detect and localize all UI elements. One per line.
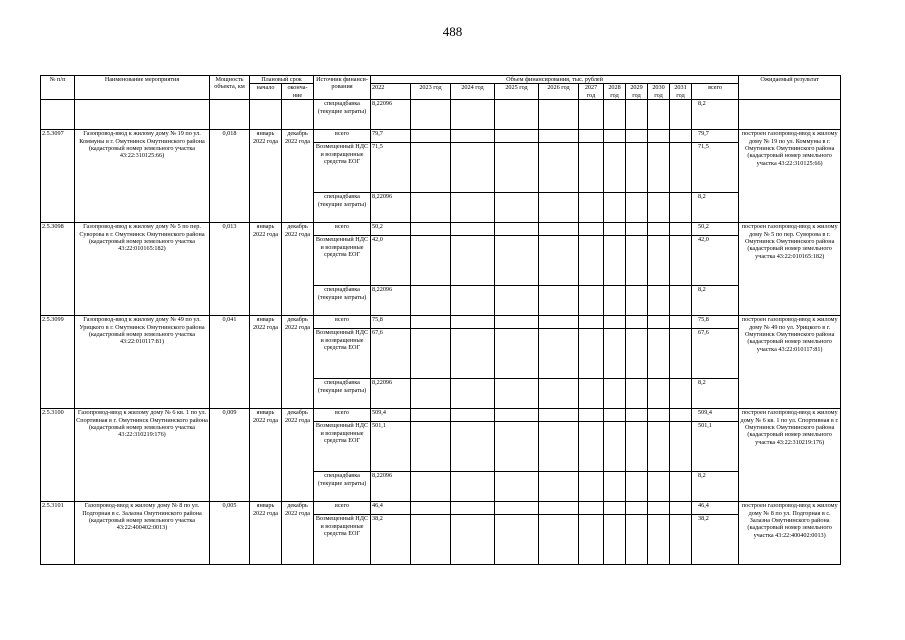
value-total: 71,5 bbox=[692, 143, 739, 193]
value-total: 8,2 bbox=[692, 193, 739, 223]
empty-cell bbox=[579, 329, 604, 379]
entry-power: 0,013 bbox=[210, 223, 250, 316]
header-start: начало bbox=[250, 84, 282, 100]
empty-cell bbox=[579, 422, 604, 472]
empty-cell bbox=[539, 193, 579, 223]
value-2022: 79,7 bbox=[371, 130, 411, 143]
empty-cell bbox=[411, 329, 451, 379]
empty-cell bbox=[648, 316, 670, 329]
empty-cell bbox=[411, 193, 451, 223]
empty-cell bbox=[411, 379, 451, 409]
entry-start: январь 2022 года bbox=[250, 130, 282, 223]
entry-name: Газопровод-ввод к жилому дому № 6 кв. 1 по ул. Спортивная в г. Омутнинск Омутнинского района (кадастровый номер земельного участка 43:22:310219:176) bbox=[75, 409, 210, 502]
entry-result: построен газопровод-ввод к жилому дому № 49 по ул. Урицкого в г. Омутнинск Омутнинского района (кадастровый номер земельного участка 43:22:010117:81) bbox=[739, 316, 841, 409]
empty-cell bbox=[539, 316, 579, 329]
empty-cell bbox=[626, 236, 648, 286]
table-row bbox=[41, 409, 841, 422]
value-total: 46,4 bbox=[692, 502, 739, 515]
empty-cell bbox=[626, 329, 648, 379]
header-year: 2022 bbox=[371, 84, 411, 100]
source-cell: Возмещенный НДС и возвращенные средства ЕОГ bbox=[314, 329, 371, 379]
value-2022: 38,2 bbox=[371, 515, 411, 565]
empty-cell bbox=[539, 515, 579, 565]
empty-cell bbox=[648, 130, 670, 143]
source-cell: всего bbox=[314, 223, 371, 236]
empty-cell bbox=[670, 130, 692, 143]
header-year: 2030 год bbox=[648, 84, 670, 100]
empty-cell bbox=[495, 286, 539, 316]
header-power: Мощность объекта, км bbox=[210, 76, 250, 100]
empty-cell bbox=[648, 409, 670, 422]
table-body bbox=[41, 100, 841, 565]
empty-cell bbox=[670, 409, 692, 422]
empty-cell bbox=[579, 223, 604, 236]
source-cell: спецнадбавка (текущие затраты) bbox=[314, 286, 371, 316]
empty-cell bbox=[579, 515, 604, 565]
empty-cell bbox=[626, 130, 648, 143]
entry-end: декабрь 2022 года bbox=[282, 316, 314, 409]
empty-cell bbox=[411, 515, 451, 565]
value-total: 501,1 bbox=[692, 422, 739, 472]
empty-cell bbox=[539, 286, 579, 316]
empty-cell bbox=[411, 286, 451, 316]
value-total: 8,2 bbox=[692, 286, 739, 316]
empty-cell bbox=[604, 472, 626, 502]
empty-cell bbox=[539, 472, 579, 502]
entry-start: январь 2022 года bbox=[250, 502, 282, 565]
empty-cell bbox=[539, 223, 579, 236]
value-2022: 42,0 bbox=[371, 236, 411, 286]
empty-cell bbox=[604, 286, 626, 316]
empty-cell bbox=[539, 502, 579, 515]
entry-number: 2.5.3101 bbox=[41, 502, 75, 565]
empty-cell bbox=[670, 316, 692, 329]
entry-number: 2.5.3099 bbox=[41, 316, 75, 409]
value-2022: 501,1 bbox=[371, 422, 411, 472]
empty-cell bbox=[411, 316, 451, 329]
empty-cell bbox=[626, 502, 648, 515]
empty-cell bbox=[495, 236, 539, 286]
empty-cell bbox=[604, 316, 626, 329]
empty-cell bbox=[411, 236, 451, 286]
value-total: 8,2 bbox=[692, 379, 739, 409]
empty-cell bbox=[539, 236, 579, 286]
entry-name: Газопровод-ввод к жилому дому № 5 по пер. Суворова в г. Омутнинск Омутнинского района (кадастровый номер земельного участка 43:22:010165:182) bbox=[75, 223, 210, 316]
entry-name: Газопровод-ввод к жилому дому № 19 по ул. Коммуны в г. Омутнинск Омутнинского района (кадастровый номер земельного участка 43:22:310125:66) bbox=[75, 130, 210, 223]
empty-cell bbox=[451, 223, 495, 236]
empty-cell bbox=[451, 329, 495, 379]
empty-cell bbox=[670, 472, 692, 502]
value-total: 67,6 bbox=[692, 329, 739, 379]
empty-cell bbox=[451, 502, 495, 515]
entry-power: 0,009 bbox=[210, 409, 250, 502]
source-cell: Возмещенный НДС и возвращенные средства ЕОГ bbox=[314, 422, 371, 472]
empty-cell bbox=[539, 143, 579, 193]
empty-cell bbox=[579, 502, 604, 515]
header-source: Источник финанси-рования bbox=[314, 76, 371, 100]
source-cell: Возмещенный НДС и возвращенные средства ЕОГ bbox=[314, 515, 371, 565]
empty-cell bbox=[579, 286, 604, 316]
entry-number: 2.5.3098 bbox=[41, 223, 75, 316]
empty-cell bbox=[451, 515, 495, 565]
empty-cell bbox=[604, 223, 626, 236]
header-period: Плановый срок bbox=[250, 76, 314, 84]
source-cell: спецнадбавка (текущие затраты) bbox=[314, 100, 371, 130]
empty-cell bbox=[411, 472, 451, 502]
empty-cell bbox=[604, 502, 626, 515]
value-2022: 8,22096 bbox=[371, 286, 411, 316]
value-total: 75,8 bbox=[692, 316, 739, 329]
empty-cell bbox=[626, 515, 648, 565]
value-total: 8,2 bbox=[692, 472, 739, 502]
empty-cell bbox=[648, 223, 670, 236]
empty-cell bbox=[648, 193, 670, 223]
empty-cell bbox=[626, 193, 648, 223]
empty-cell bbox=[495, 329, 539, 379]
header-year: 2024 год bbox=[451, 84, 495, 100]
empty-cell bbox=[495, 316, 539, 329]
empty-cell bbox=[626, 286, 648, 316]
entry-power: 0,018 bbox=[210, 130, 250, 223]
empty-cell bbox=[648, 472, 670, 502]
empty-cell bbox=[579, 316, 604, 329]
value-2022: 509,4 bbox=[371, 409, 411, 422]
empty-cell bbox=[670, 422, 692, 472]
empty-cell bbox=[648, 286, 670, 316]
header-end: оконча-ние bbox=[282, 84, 314, 100]
empty-cell bbox=[604, 515, 626, 565]
empty-cell bbox=[579, 143, 604, 193]
entry-result: построен газопровод-ввод к жилому дому № 8 по ул. Подгорная в с. Залазна Омутнинского района (кадастровый номер земельного участка 43:22:400402:0013) bbox=[739, 502, 841, 565]
empty-cell bbox=[495, 422, 539, 472]
header-year: 2029 год bbox=[626, 84, 648, 100]
entry-number: 2.5.3097 bbox=[41, 130, 75, 223]
empty-cell bbox=[604, 193, 626, 223]
empty-cell bbox=[648, 379, 670, 409]
table-header bbox=[41, 76, 841, 100]
entry-start: январь 2022 года bbox=[250, 409, 282, 502]
value-total: 38,2 bbox=[692, 515, 739, 565]
entry-result: построен газопровод-ввод к жилому дому № 6 кв. 1 по ул. Спортивная в г. Омутнинск Омутнинского района (кадастровый номер земельного участка 43:22:310219:176) bbox=[739, 409, 841, 502]
empty-cell bbox=[495, 502, 539, 515]
empty-cell bbox=[626, 409, 648, 422]
empty-cell bbox=[604, 409, 626, 422]
empty-cell bbox=[451, 286, 495, 316]
entry-name: Газопровод-ввод к жилому дому № 49 по ул. Урицкого в г. Омутнинск Омутнинского района (кадастровый номер земельного участка 43:22:010117:81) bbox=[75, 316, 210, 409]
empty-cell bbox=[604, 329, 626, 379]
empty-cell bbox=[411, 502, 451, 515]
header-year: 2028 год bbox=[604, 84, 626, 100]
entry-end: декабрь 2022 года bbox=[282, 223, 314, 316]
source-cell: всего bbox=[314, 502, 371, 515]
value-2022: 50,2 bbox=[371, 223, 411, 236]
empty-cell bbox=[579, 236, 604, 286]
value-2022: 75,8 bbox=[371, 316, 411, 329]
value-total: 8,2 bbox=[692, 100, 739, 130]
entry-start: январь 2022 года bbox=[250, 316, 282, 409]
empty-cell bbox=[626, 379, 648, 409]
table-row bbox=[41, 316, 841, 329]
empty-cell bbox=[451, 422, 495, 472]
empty-cell bbox=[451, 193, 495, 223]
header-year: 2025 год bbox=[495, 84, 539, 100]
empty-cell bbox=[626, 223, 648, 236]
empty-cell bbox=[539, 422, 579, 472]
value-total: 509,4 bbox=[692, 409, 739, 422]
value-2022: 8,22096 bbox=[371, 100, 411, 130]
empty-cell bbox=[648, 236, 670, 286]
value-total: 42,0 bbox=[692, 236, 739, 286]
entry-name: Газопровод-ввод к жилому дому № 8 по ул. Подгорная в с. Залазна Омутнинского района (кадастровый номер земельного участка 43:22:400402:0013) bbox=[75, 502, 210, 565]
entry-end: декабрь 2022 года bbox=[282, 409, 314, 502]
source-cell: всего bbox=[314, 316, 371, 329]
empty-cell bbox=[670, 502, 692, 515]
financing-table bbox=[40, 75, 841, 565]
value-2022: 8,22096 bbox=[371, 472, 411, 502]
header-num: № п/п bbox=[41, 76, 75, 100]
empty-cell bbox=[626, 472, 648, 502]
empty-cell bbox=[670, 515, 692, 565]
header-year: 2026 год bbox=[539, 84, 579, 100]
entry-end: декабрь 2022 года bbox=[282, 502, 314, 565]
empty-cell bbox=[451, 143, 495, 193]
table-row bbox=[41, 502, 841, 515]
value-2022: 8,22096 bbox=[371, 193, 411, 223]
empty-cell bbox=[495, 223, 539, 236]
table-row bbox=[41, 130, 841, 143]
header-result: Ожидаемый результат bbox=[739, 76, 841, 100]
value-2022: 67,6 bbox=[371, 329, 411, 379]
header-year: 2027 год bbox=[579, 84, 604, 100]
source-cell: всего bbox=[314, 409, 371, 422]
empty-cell bbox=[579, 472, 604, 502]
header-name: Наименование мероприятия bbox=[75, 76, 210, 100]
source-cell: спецнадбавка (текущие затраты) bbox=[314, 379, 371, 409]
empty-cell bbox=[495, 193, 539, 223]
entry-power: 0,005 bbox=[210, 502, 250, 565]
empty-cell bbox=[604, 379, 626, 409]
empty-cell bbox=[411, 130, 451, 143]
empty-cell bbox=[604, 422, 626, 472]
source-cell: Возмещенный НДС и возвращенные средства ЕОГ bbox=[314, 143, 371, 193]
header-year: 2031 год bbox=[670, 84, 692, 100]
value-2022: 71,5 bbox=[371, 143, 411, 193]
entry-end: декабрь 2022 года bbox=[282, 130, 314, 223]
empty-cell bbox=[495, 130, 539, 143]
value-2022: 8,22096 bbox=[371, 379, 411, 409]
entry-number: 2.5.3100 bbox=[41, 409, 75, 502]
empty-cell bbox=[648, 422, 670, 472]
value-2022: 46,4 bbox=[371, 502, 411, 515]
entry-result: построен газопровод-ввод к жилому дому № 5 по пер. Суворова в г. Омутнинск Омутнинского района (кадастровый номер земельного участка 43:22:010165:182) bbox=[739, 223, 841, 316]
source-cell: всего bbox=[314, 130, 371, 143]
value-total: 50,2 bbox=[692, 223, 739, 236]
empty-cell bbox=[670, 143, 692, 193]
value-total: 79,7 bbox=[692, 130, 739, 143]
empty-cell bbox=[451, 316, 495, 329]
empty-cell bbox=[626, 422, 648, 472]
header-volume: Объем финансирования, тыс. рублей bbox=[371, 76, 739, 84]
empty-cell bbox=[495, 515, 539, 565]
table-row bbox=[41, 223, 841, 236]
empty-cell bbox=[451, 472, 495, 502]
empty-cell bbox=[451, 409, 495, 422]
empty-cell bbox=[604, 130, 626, 143]
empty-cell bbox=[495, 409, 539, 422]
empty-cell bbox=[670, 236, 692, 286]
empty-cell bbox=[670, 329, 692, 379]
empty-cell bbox=[411, 422, 451, 472]
empty-cell bbox=[648, 329, 670, 379]
empty-cell bbox=[411, 223, 451, 236]
empty-cell bbox=[451, 130, 495, 143]
empty-cell bbox=[411, 143, 451, 193]
empty-cell bbox=[451, 236, 495, 286]
empty-cell bbox=[579, 379, 604, 409]
empty-cell bbox=[670, 286, 692, 316]
empty-cell bbox=[495, 143, 539, 193]
empty-cell bbox=[626, 143, 648, 193]
empty-cell bbox=[539, 379, 579, 409]
empty-cell bbox=[579, 193, 604, 223]
empty-cell bbox=[670, 193, 692, 223]
empty-cell bbox=[626, 316, 648, 329]
header-year: 2023 год bbox=[411, 84, 451, 100]
entry-start: январь 2022 года bbox=[250, 223, 282, 316]
empty-cell bbox=[670, 223, 692, 236]
entry-power: 0,041 bbox=[210, 316, 250, 409]
empty-cell bbox=[539, 130, 579, 143]
empty-cell bbox=[604, 143, 626, 193]
empty-cell bbox=[579, 409, 604, 422]
empty-cell bbox=[579, 130, 604, 143]
empty-cell bbox=[495, 472, 539, 502]
empty-cell bbox=[539, 409, 579, 422]
entry-result: построен газопровод-ввод к жилому дому № 19 по ул. Коммуны в г. Омутнинск Омутнинского района (кадастровый номер земельного участка 43:22:310125:66) bbox=[739, 130, 841, 223]
empty-cell bbox=[648, 502, 670, 515]
source-cell: спецнадбавка (текущие затраты) bbox=[314, 472, 371, 502]
page-number: 488 bbox=[442, 24, 463, 39]
empty-cell bbox=[539, 329, 579, 379]
empty-cell bbox=[411, 409, 451, 422]
source-cell: Возмещенный НДС и возвращенные средства ЕОГ bbox=[314, 236, 371, 286]
empty-cell bbox=[451, 379, 495, 409]
table-row bbox=[41, 100, 841, 130]
empty-cell bbox=[648, 515, 670, 565]
source-cell: спецнадбавка (текущие затраты) bbox=[314, 193, 371, 223]
empty-cell bbox=[604, 236, 626, 286]
empty-cell bbox=[670, 379, 692, 409]
header-total: всего bbox=[692, 84, 739, 100]
empty-cell bbox=[495, 379, 539, 409]
empty-cell bbox=[648, 143, 670, 193]
